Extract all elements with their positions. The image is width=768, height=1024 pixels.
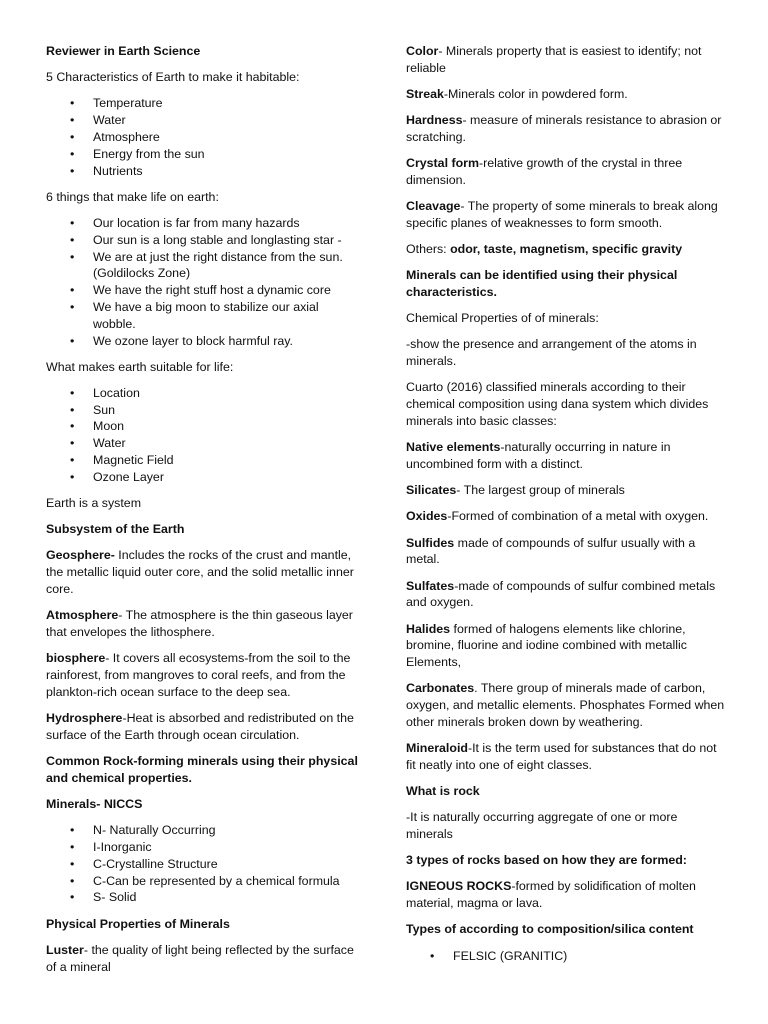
right-column: [406, 43, 726, 974]
list-item: • Ozone Layer: [46, 469, 364, 486]
atmosphere-paragraph: [46, 607, 364, 641]
niccs-heading: Minerals- NICCS: [46, 796, 143, 811]
chemical-properties-heading: Chemical Properties of of minerals:: [406, 311, 599, 326]
cleavage-paragraph: [406, 198, 726, 232]
term: Silicates: [406, 483, 457, 498]
definition: made of compounds of sulfur usually with a metal.: [406, 535, 696, 567]
life-list: [46, 215, 364, 349]
term: Atmosphere: [46, 608, 119, 623]
definition: - The property of some minerals to break along specific planes of weaknesses to form smooth.: [406, 199, 718, 230]
rock-heading: What is rock: [406, 784, 480, 799]
list-item: • Water: [46, 435, 364, 452]
definition: - The atmosphere is the thin gaseous layer that envelopes the lithosphere.: [46, 608, 353, 640]
list-item: • Sun: [46, 402, 364, 419]
definition: -It is the term used for substances that do not fit neatly into one of eight classes.: [406, 741, 717, 772]
streak-paragraph: [406, 86, 726, 103]
term: Mineraloid: [406, 741, 468, 756]
life-heading: 6 things that make life on earth:: [46, 189, 219, 204]
definition: . There group of minerals made of carbon, oxygen, and metallic elements. Phosphates Formed when other minerals broken down by weathering.: [406, 681, 725, 729]
list-item: • Moon: [46, 418, 364, 435]
rock-definition: -It is naturally occurring aggregate of one or more minerals: [406, 810, 678, 842]
term: Streak: [406, 86, 444, 101]
term: Crystal form: [406, 156, 479, 171]
list-item: • Our sun is a long stable and longlasting star -: [46, 232, 364, 249]
term: IGNEOUS ROCKS: [406, 879, 512, 894]
definition: Includes the rocks of the crust and mantle, the metallic liquid outer core, and the solid metallic inner core.: [46, 548, 354, 597]
term: Hardness: [406, 113, 463, 128]
chemical-description: -show the presence and arrangement of the atoms in minerals.: [406, 337, 697, 369]
definition: -naturally occurring in nature in uncombined form with a distinct.: [406, 440, 671, 472]
color-paragraph: [406, 43, 726, 77]
term: Luster: [46, 942, 84, 957]
definition: - the quality of light being reflected by the surface of a mineral: [46, 942, 354, 974]
habitable-list: [46, 95, 364, 179]
list-item: • We are at just the right distance from the sun. (Goldilocks Zone): [46, 249, 364, 283]
definition: - Minerals property that is easiest to identify; not reliable: [406, 44, 702, 75]
term: Color: [406, 44, 439, 58]
list-item: • Temperature: [46, 95, 364, 112]
habitable-heading: 5 Characteristics of Earth to make it habitable:: [46, 70, 300, 85]
term: Sulfates: [406, 578, 455, 593]
definition: - measure of minerals resistance to abrasion or scratching.: [406, 113, 722, 144]
native-elements-paragraph: [406, 439, 726, 473]
list-item: • S- Solid: [46, 889, 364, 906]
niccs-list: [46, 822, 364, 906]
term: Cleavage: [406, 199, 461, 214]
crystal-form-paragraph: [406, 155, 726, 189]
list-item: • Our location is far from many hazards: [46, 215, 364, 232]
list-item: • Location: [46, 385, 364, 402]
definition: -Heat is absorbed and redistributed on the surface of the Earth through ocean circulation.: [46, 710, 354, 742]
rock-types-heading: 3 types of rocks based on how they are formed:: [406, 853, 687, 868]
list-item: • Water: [46, 112, 364, 129]
definition: -Minerals color in powdered form.: [443, 86, 628, 101]
list-item: • We have a big moon to stabilize our axial wobble.: [46, 299, 364, 333]
geosphere-paragraph: [46, 547, 364, 597]
subsystem-heading: Subsystem of the Earth: [46, 522, 185, 537]
term: Hydrosphere: [46, 710, 123, 725]
mineraloid-paragraph: [406, 740, 726, 774]
suitable-heading: What makes earth suitable for life:: [46, 359, 234, 374]
definition: -made of compounds of sulfur combined metals and oxygen.: [406, 578, 716, 610]
list-item: • N- Naturally Occurring: [46, 822, 364, 839]
carbonates-paragraph: [406, 680, 726, 730]
system-statement: Earth is a system: [46, 496, 142, 511]
definition: - It covers all ecosystems-from the soil to the rainforest, from mangroves to coral reefs, and from the plankton-rich ocean surface to the deep sea.: [46, 651, 351, 699]
physical-properties-heading: Physical Properties of Minerals: [46, 916, 230, 931]
term: Sulfides: [406, 535, 455, 550]
list-item: • We have the right stuff host a dynamic core: [46, 282, 364, 299]
hydrosphere-paragraph: [46, 710, 364, 744]
list-item: • C-Crystalline Structure: [46, 856, 364, 873]
others-label: Others:: [406, 242, 451, 257]
list-item: • We ozone layer to block harmful ray.: [46, 333, 364, 350]
list-item: • I-Inorganic: [46, 839, 364, 856]
definition: formed of halogens elements like chlorine, bromine, fluorine and iodine combined with metallic Elements,: [406, 621, 688, 670]
list-item: • Atmosphere: [46, 129, 364, 146]
silica-content-heading: Types of according to composition/silica content: [406, 922, 694, 937]
list-item: • Magnetic Field: [46, 452, 364, 469]
rock-forming-heading: Common Rock-forming minerals using their physical and chemical properties.: [46, 753, 358, 785]
term: biosphere: [46, 651, 106, 666]
biosphere-paragraph: [46, 650, 364, 700]
oxides-paragraph: [406, 508, 726, 525]
term: Halides: [406, 621, 451, 636]
document-title: Reviewer in Earth Science: [46, 44, 201, 58]
definition: -relative growth of the crystal in three dimension.: [406, 156, 683, 187]
term: Carbonates: [406, 681, 475, 696]
identified-statement: Minerals can be identified using their physical characteristics.: [406, 268, 678, 300]
luster-paragraph: [46, 942, 364, 976]
definition: -Formed of combination of a metal with oxygen.: [447, 509, 709, 524]
igneous-paragraph: [406, 878, 726, 912]
term: Geosphere-: [46, 548, 115, 563]
suitable-list: [46, 385, 364, 486]
others-value: odor, taste, magnetism, specific gravity: [450, 242, 683, 257]
term: Native elements: [406, 440, 501, 455]
left-column: [46, 43, 364, 985]
sulfides-paragraph: [406, 535, 726, 569]
cuarto-paragraph: Cuarto (2016) classified minerals according to their chemical composition using dana system which divides minerals into basic classes:: [406, 380, 709, 429]
definition: - The largest group of minerals: [456, 483, 625, 498]
silicates-paragraph: [406, 482, 726, 499]
hardness-paragraph: [406, 112, 726, 146]
halides-paragraph: [406, 621, 726, 671]
list-item: • Energy from the sun: [46, 146, 364, 163]
others-paragraph: [406, 241, 726, 258]
silica-types-list: [406, 948, 726, 965]
term: Oxides: [406, 509, 448, 524]
list-item: • FELSIC (GRANITIC): [406, 948, 726, 965]
sulfates-paragraph: [406, 578, 726, 612]
list-item: • C-Can be represented by a chemical formula: [46, 873, 364, 890]
list-item: • Nutrients: [46, 163, 364, 180]
definition: -formed by solidification of molten material, magma or lava.: [406, 879, 696, 911]
